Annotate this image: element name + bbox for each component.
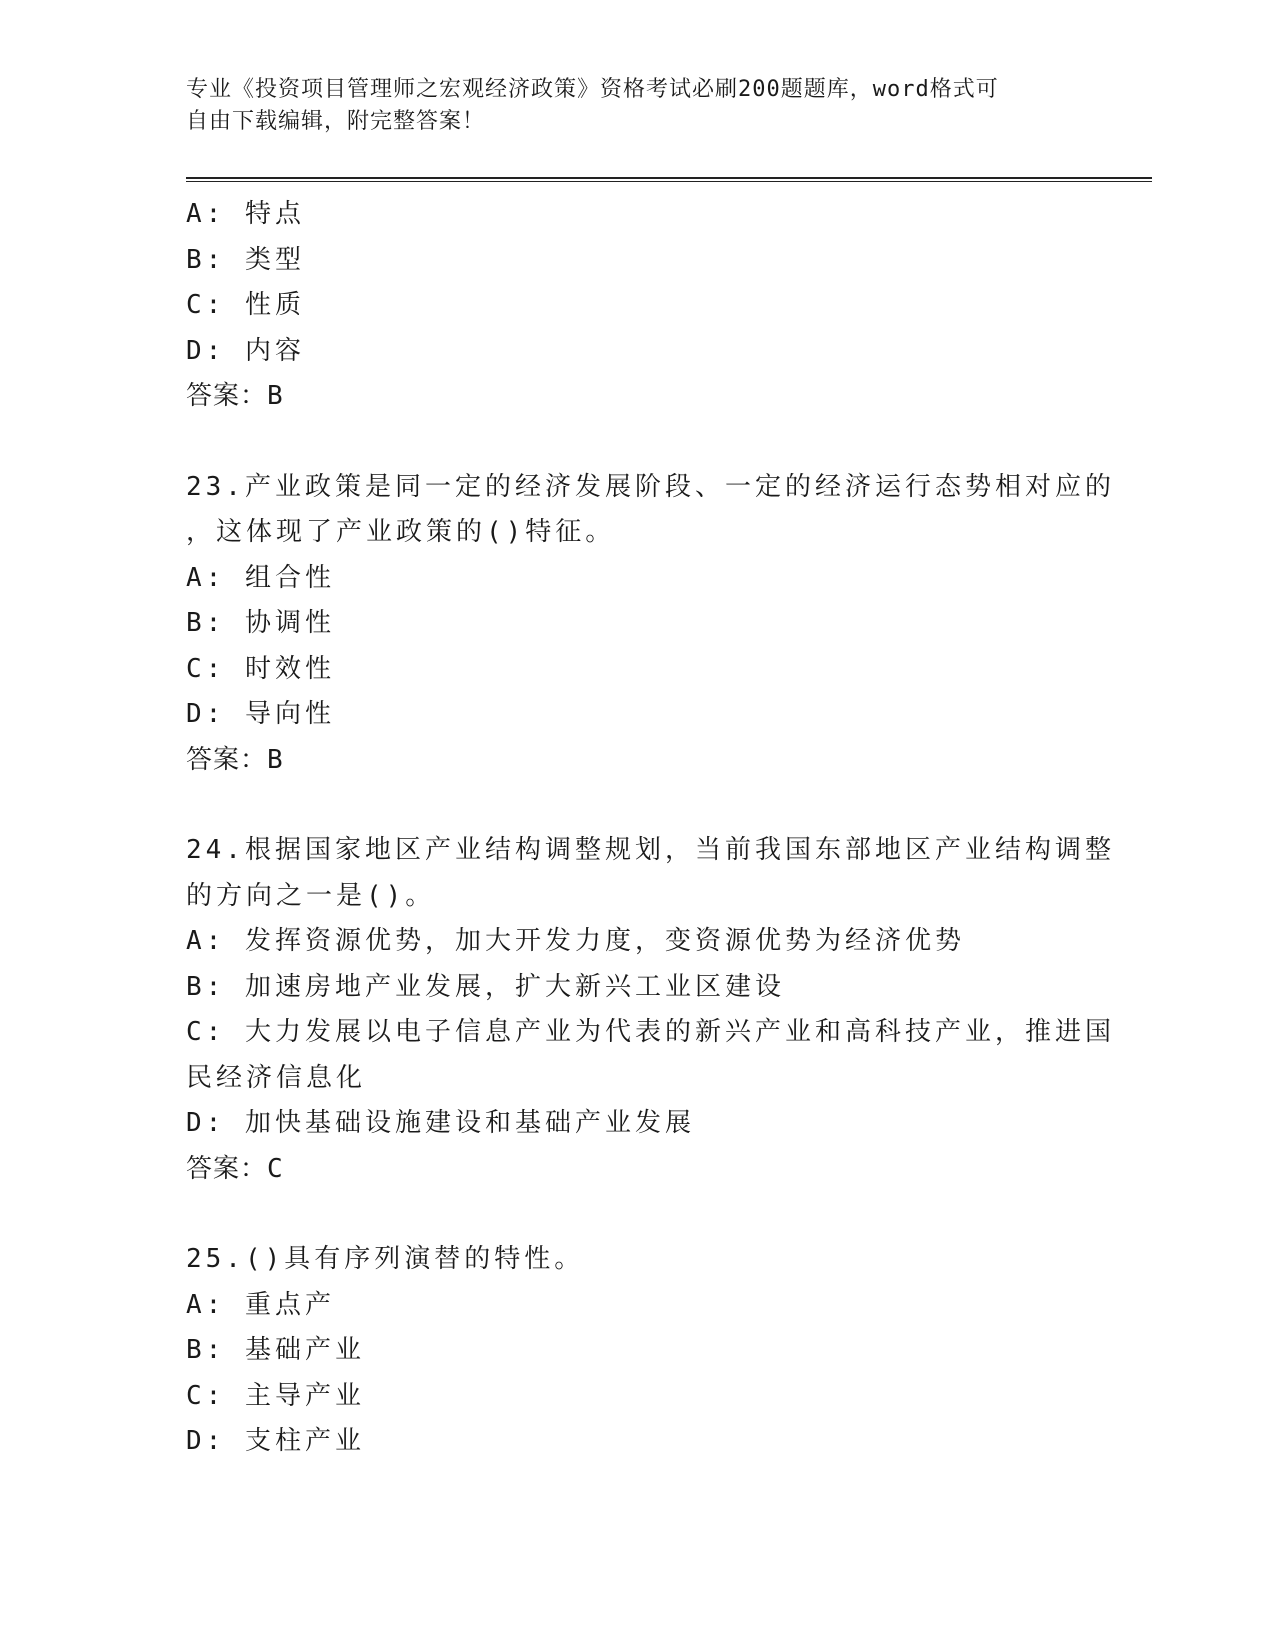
- q22-option-b: B: 类型: [186, 244, 305, 275]
- header-line-1: 专业《投资项目管理师之宏观经济政策》资格考试必刷200题题库，word格式可: [186, 77, 999, 102]
- q23-stem-line-1: 23.产业政策是同一定的经济发展阶段、一定的经济运行态势相对应的: [186, 471, 1115, 502]
- document-header: [186, 74, 1086, 138]
- q22-answer-value: B: [267, 381, 284, 411]
- q24-option-a: A: 发挥资源优势，加大开发力度，变资源优势为经济优势: [186, 926, 965, 956]
- q22-option-d: D: 内容: [186, 335, 305, 366]
- q22-option-a: A: 特点: [186, 199, 305, 229]
- q23-answer-value: B: [267, 744, 284, 775]
- question-23: [186, 465, 1115, 784]
- q23-answer-label: 答案：: [186, 744, 268, 775]
- question-25: [186, 1237, 1086, 1465]
- q25-option-c: C: 主导产业: [186, 1380, 365, 1411]
- q24-answer-value: C: [267, 1153, 284, 1184]
- q22-answer-label: 答案：: [186, 381, 268, 411]
- q24-option-c-line-1: C: 大力发展以电子信息产业为代表的新兴产业和高科技产业，推进国: [186, 1017, 1115, 1047]
- q24-option-b: B: 加速房地产业发展，扩大新兴工业区建设: [186, 971, 785, 1002]
- question-22: [186, 192, 1086, 420]
- question-24: [186, 828, 1115, 1192]
- question-content: [186, 192, 1115, 1465]
- q22-answer: [186, 374, 1086, 420]
- q25-stem: 25.()具有序列演替的特性。: [186, 1244, 585, 1274]
- q23-option-c: C: 时效性: [186, 653, 335, 684]
- header-divider: [186, 177, 1152, 182]
- q23-answer: [186, 738, 1086, 784]
- q24-answer-label: 答案：: [186, 1153, 268, 1184]
- q24-option-d: D: 加快基础设施建设和基础产业发展: [186, 1108, 695, 1138]
- q23-option-b: B: 协调性: [186, 608, 335, 638]
- q24-option-c-line-2: 民经济信息化: [186, 1062, 367, 1093]
- q25-option-b: B: 基础产业: [186, 1335, 365, 1365]
- q25-option-a: A: 重点产: [186, 1289, 335, 1320]
- q23-option-a: A: 组合性: [186, 562, 335, 593]
- q24-stem-line-2: 的方向之一是()。: [186, 880, 436, 911]
- q23-stem-line-2: ，这体现了产业政策的()特征。: [186, 517, 616, 547]
- spacer: [186, 783, 1086, 828]
- spacer: [186, 420, 1086, 465]
- header-line-2: 自由下载编辑，附完整答案！: [186, 109, 486, 134]
- spacer: [186, 1192, 1086, 1237]
- q25-option-d: D: 支柱产业: [186, 1426, 365, 1456]
- q24-stem-line-1: 24.根据国家地区产业结构调整规划，当前我国东部地区产业结构调整: [186, 835, 1115, 865]
- q23-option-d: D: 导向性: [186, 699, 335, 729]
- q22-option-c: C: 性质: [186, 290, 305, 320]
- q24-answer: [186, 1147, 1086, 1193]
